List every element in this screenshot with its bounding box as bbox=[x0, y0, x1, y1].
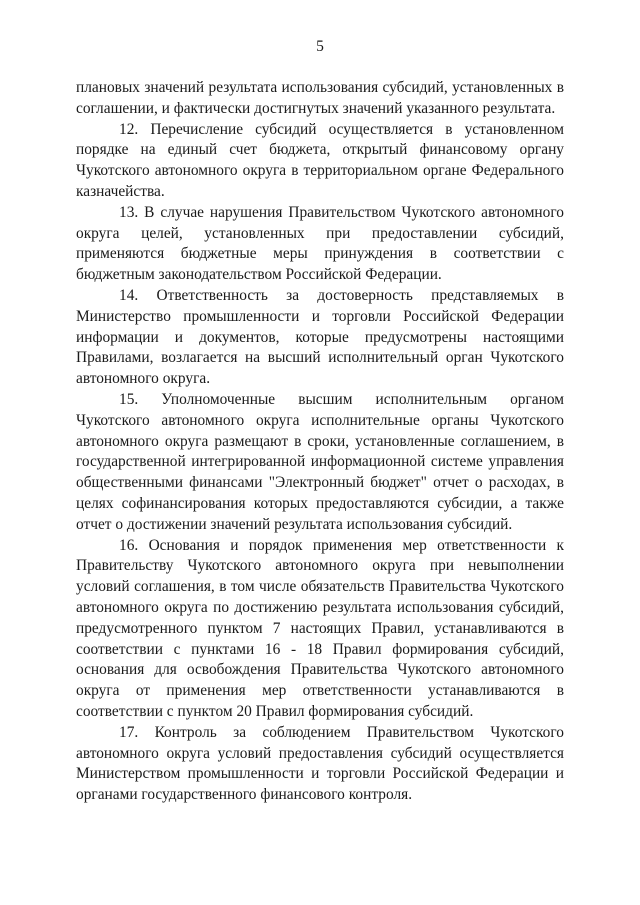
paragraph-16: 16. Основания и порядок применения мер ответственности к Правительству Чукотского автономного округа при невыполнении условий соглашения, в том числе обязательств Правительства Чукотского автономного округа по достижению результата использования субсидий, предусмотренного пунктом 7 настоящих Правил, устанавливаются в соответствии с пунктами 16 - 18 Правил формирования субсидий, основания для освобождения Правительства Чукотского автономного округа от применения мер ответственности устанавливаются в соответствии с пунктом 20 Правил формирования субсидий. bbox=[76, 536, 564, 720]
paragraph-13: 13. В случае нарушения Правительством Чукотского автономного округа целей, установленных при предоставлении субсидий, применяются бюджетные меры принуждения в соответствии с бюджетным законодательством Российской Федерации. bbox=[76, 203, 564, 284]
paragraph-14: 14. Ответственность за достоверность представляемых в Министерство промышленности и торговли Российской Федерации информации и документов, которые предусмотрены настоящими Правилами, возлагается на высший исполнительный орган Чукотского автономного округа. bbox=[76, 286, 564, 388]
document-body bbox=[76, 78, 564, 806]
paragraph-15: 15. Уполномоченные высшим исполнительным органом Чукотского автономного округа исполнительные органы Чукотского автономного округа размещают в сроки, установленные соглашением, в государственной интегрированной информационной системе управления общественными финансами "Электронный бюджет" отчет о расходах, в целях софинансирования которых предоставляются субсидии, а также отчет о достижении значений результата использования субсидий. bbox=[76, 390, 564, 533]
paragraph-continuation: плановых значений результата использования субсидий, установленных в соглашении, и фактически достигнутых значений указанного результата. bbox=[76, 79, 564, 117]
paragraph-17: 17. Контроль за соблюдением Правительством Чукотского автономного округа условий предоставления субсидий осуществляется Министерством промышленности и торговли Российской Федерации и органами государственного финансового контроля. bbox=[76, 723, 564, 804]
paragraph-12: 12. Перечисление субсидий осуществляется в установленном порядке на единый счет бюджета, открытый финансовому органу Чукотского автономного округа в территориальном органе Федерального казначейства. bbox=[76, 120, 564, 200]
page-number: 5 bbox=[316, 38, 324, 55]
